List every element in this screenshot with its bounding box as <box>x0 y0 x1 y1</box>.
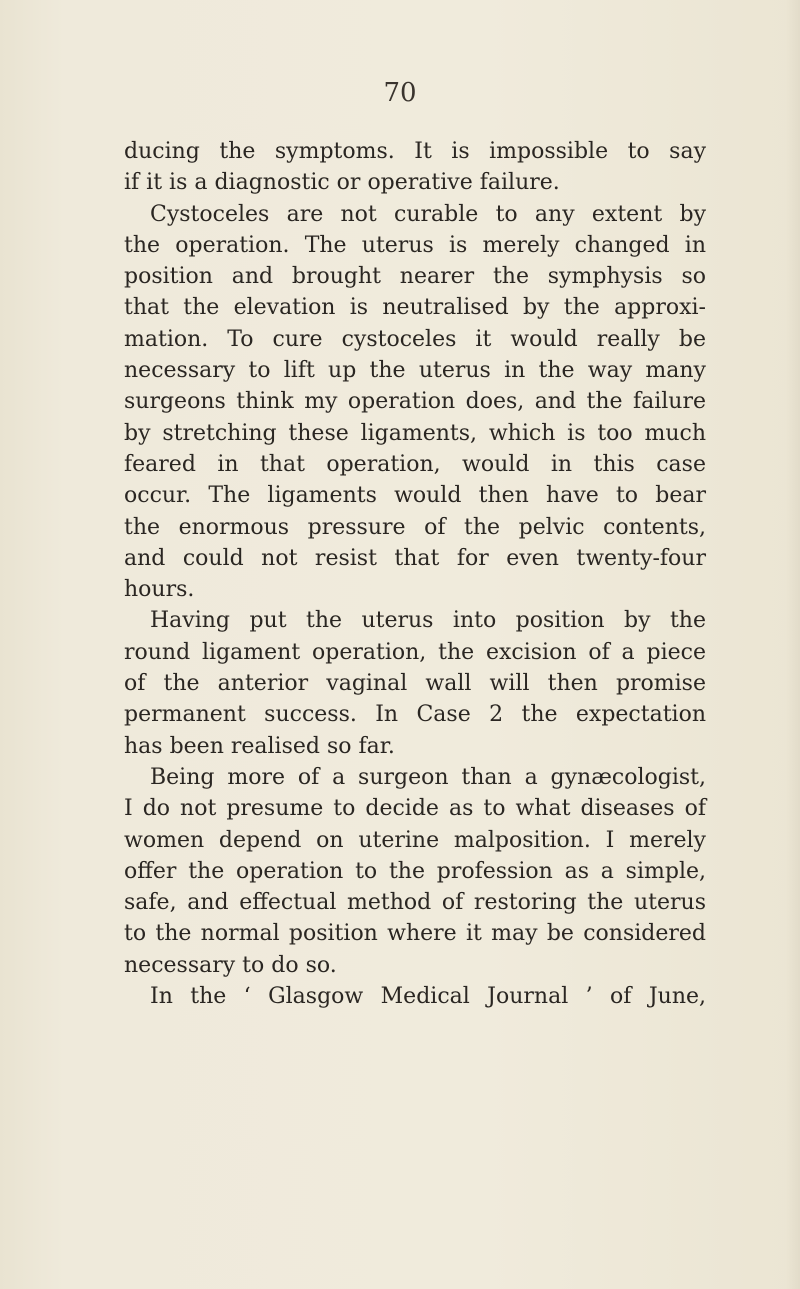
text-line: feared in that operation, would in this case <box>124 451 706 477</box>
text-line: women depend on uterine malposition. I merely <box>124 827 706 853</box>
page-number: 70 <box>383 78 417 108</box>
text-line: permanent success. In Case 2 the expectation <box>124 702 706 728</box>
text-line: has been realised so far. <box>124 733 395 759</box>
text-line: necessary to do so. <box>124 952 337 978</box>
text-line: mation. To cure cystoceles it would really be <box>124 326 706 352</box>
text-line: position and brought nearer the symphysis so <box>124 264 706 290</box>
text-line: the enormous pressure of the pelvic contents, <box>124 514 706 540</box>
text-line: to the normal position where it may be considered <box>124 921 706 947</box>
page-edge-shadow <box>786 0 800 1289</box>
text-line: safe, and effectual method of restoring the uterus <box>124 890 706 916</box>
text-line: offer the operation to the profession as a simple, <box>124 858 706 884</box>
text-line: ducing the symptoms. It is impossible to say <box>124 139 706 164</box>
text-line: that the elevation is neutralised by the approxi- <box>124 295 706 321</box>
text-line: occur. The ligaments would then have to bear <box>124 483 706 509</box>
text-line: Being more of a surgeon than a gynæcologist, <box>150 764 706 790</box>
text-line: if it is a diagnostic or operative failure. <box>124 170 560 196</box>
text-line: Having put the uterus into position by the <box>150 608 706 634</box>
text-line: In the ‘ Glasgow Medical Journal ’ of June, <box>150 984 706 1010</box>
text-line: Cystoceles are not curable to any extent by <box>150 201 706 227</box>
text-line: I do not presume to decide as to what diseases of <box>124 796 706 822</box>
text-line: and could not resist that for even twenty-four <box>124 545 706 571</box>
text-line: surgeons think my operation does, and the failure <box>124 389 706 415</box>
text-line: the operation. The uterus is merely changed in <box>124 232 706 258</box>
text-line: necessary to lift up the uterus in the way many <box>124 358 706 384</box>
text-line: round ligament operation, the excision of a piece <box>124 639 706 665</box>
text-line: hours. <box>124 577 195 603</box>
body-text <box>124 136 706 1012</box>
text-line: of the anterior vaginal wall will then promise <box>124 671 706 697</box>
text-line: by stretching these ligaments, which is too much <box>124 420 706 446</box>
